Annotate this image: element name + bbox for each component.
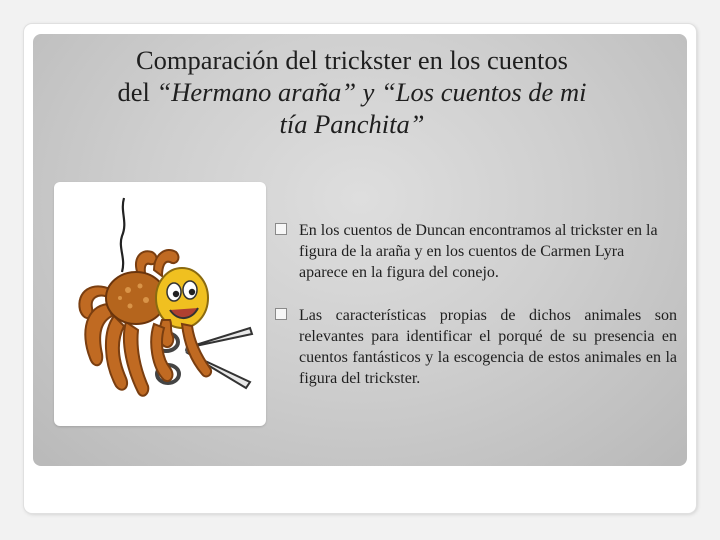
bullet-list (275, 220, 677, 389)
bullet-box-icon (275, 308, 287, 320)
bullet-text-2: Las características propias de dichos animales son relevantes para identificar el porqué de su presencia en cuentos fantásticos y la escogencia de estos animales en la figura del trickster. (299, 307, 677, 387)
cartoon-spider-with-scissors-icon (54, 182, 266, 426)
slide-panel (33, 34, 687, 466)
bullet-box-icon (275, 223, 287, 235)
title-line-1: Comparación del trickster en los cuentos (136, 45, 568, 75)
bullet-text-1: En los cuentos de Duncan encontramos al trickster en la figura de la araña y en los cuentos de Carmen Lyra aparece en la figura del conejo. (299, 222, 658, 281)
bullet-item-2 (275, 305, 677, 389)
slide-title (47, 44, 657, 140)
title-line-2 (47, 76, 657, 108)
title-line-2-italic: “Hermano araña” y “Los cuentos de mi (156, 77, 587, 107)
spider-picture (54, 182, 266, 426)
title-line-3: tía Panchita” (279, 109, 425, 139)
title-line-2-plain: del (117, 77, 157, 107)
bullet-item-1 (275, 220, 677, 283)
slide (24, 24, 696, 513)
